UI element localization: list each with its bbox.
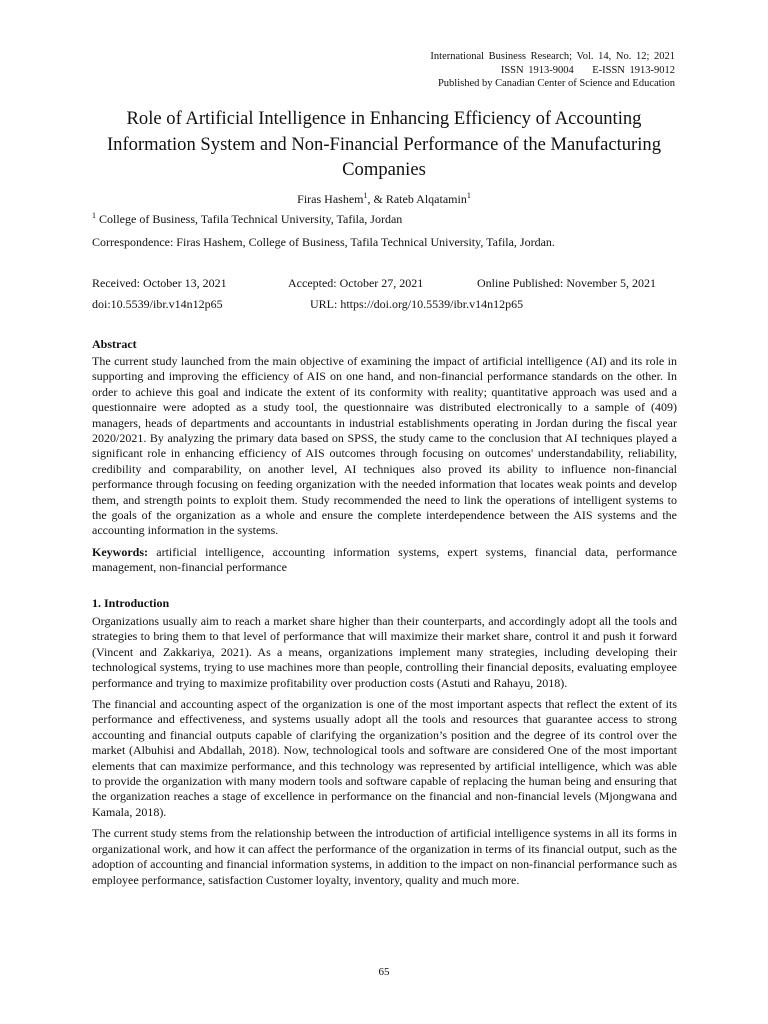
keywords [92, 545, 677, 576]
abstract-text: The current study launched from the main objective of examining the impact of artificial intelligence (AI) and its role in supporting and improving the efficiency of AIS on one hand, and non-financial performance standards on the other. In order to achieve this goal and indicate the extent of its conformity with reality; quantitative approach was used and a questionnaire were adopted as a study tool, the questionnaire was distributed electronically to a sample of (409) managers, heads of departments and accountants in industrial establishments operating in Jordan during the fiscal year 2020/2021. By analyzing the primary data based on SPSS, the study came to the conclusion that AI techniques played a significant role in enhancing efficiency of AIS outcomes through focusing on outcomes' understandability, reliability, credibility and comparability, on another level, AI techniques also proved its ability to influence non-financial performance through focusing on feeding organization with the needed information that locates weak points and develop them, and strength points to exploit them. Study recommended the need to link the operations of intelligent systems to the goals of the organization as a whole and ensure the complete interdependence between the AIS systems and the accounting information in the systems. [92, 354, 677, 538]
published-date: Online Published: November 5, 2021 [477, 276, 656, 290]
publication-dates [92, 276, 672, 292]
received-date: Received: October 13, 2021 [92, 276, 227, 290]
correspondence: Correspondence: Firas Hashem, College of Business, Tafila Technical University, Tafila, Jordan. [92, 235, 555, 249]
journal-header [255, 50, 675, 91]
author-name: Rateb Alqatamin [385, 192, 467, 206]
doi-text: doi:10.5539/ibr.v14n12p65 [92, 297, 223, 311]
affiliation [92, 212, 402, 227]
abstract-section [92, 354, 677, 582]
doi-url[interactable]: URL: https://doi.org/10.5539/ibr.v14n12p65 [310, 297, 524, 311]
journal-issn: ISSN 1913-9004 E-ISSN 1913-9012 [500, 64, 675, 76]
author-affiliation-mark: 1 [466, 191, 471, 200]
abstract-heading: Abstract [92, 337, 137, 351]
author-list [0, 192, 768, 207]
paper-title: Role of Artificial Intelligence in Enhancing Efficiency of Accounting Information System and Non-Financial Performance of the Manufacturing Companies [106, 108, 662, 180]
page-number: 65 [378, 966, 390, 978]
author-affiliation-mark: 1 [363, 191, 368, 200]
intro-paragraph: Organizations usually aim to reach a market share higher than their counterparts, and accordingly adopt all the tools and strategies to bring them to that level of performance that will maximize their market share, control it and push it forward (Vincent and Zakkariya, 2021). As a means, organizations implement many strategies, including developing their technological systems, trying to use machines more than people, controlling their financial deposits, evaluating employee performance and trying to maximize profitability over production costs (Astuti and Rahayu, 2018). [92, 614, 677, 690]
author-name: Firas Hashem [297, 192, 364, 206]
intro-paragraph: The financial and accounting aspect of the organization is one of the most important aspects that reflect the extent of its performance and effectiveness, and systems usually adopt all the tools and resources that guarantee access to strong accounting and financial outputs capable of clarifying the organization’s position and the degree of its control over the market (Albuhisi and Abdallah, 2018). Now, technological tools and software are considered One of the most important elements that can maximize performance, and this technology was represented by artificial intelligence, which was able to provide the organization with many modern tools and software capable of replacing the human being and ensuring that the organization reaches a stage of excellence in performance on the financial and non-financial levels (Mjongwana and Kamala, 2018). [92, 697, 677, 819]
journal-publisher: Published by Canadian Center of Science and Education [437, 78, 675, 89]
keywords-text: artificial intelligence, accounting information systems, expert systems, financial data, performance management, non-financial performance [92, 544, 677, 575]
keywords-label: Keywords: [92, 544, 148, 559]
identifier-row [92, 297, 672, 313]
accepted-date: Accepted: October 27, 2021 [288, 276, 424, 290]
affiliation-mark: 1 [92, 211, 96, 220]
affiliation-text: College of Business, Tafila Technical University, Tafila, Jordan [96, 212, 403, 226]
intro-paragraph: The current study stems from the relationship between the introduction of artificial intelligence systems in all its forms in organizational work, and how it can affect the performance of the organization in terms of its financial output, such as the adoption of accounting and financial information systems, in addition to the impact on non-financial performance such as employee performance, satisfaction Customer loyalty, inventory, quality and much more. [92, 826, 677, 887]
introduction-section [92, 614, 677, 894]
author-separator: , & [367, 192, 386, 206]
section-heading-introduction: 1. Introduction [92, 596, 170, 610]
journal-citation: International Business Research; Vol. 14, No. 12; 2021 [430, 51, 675, 62]
